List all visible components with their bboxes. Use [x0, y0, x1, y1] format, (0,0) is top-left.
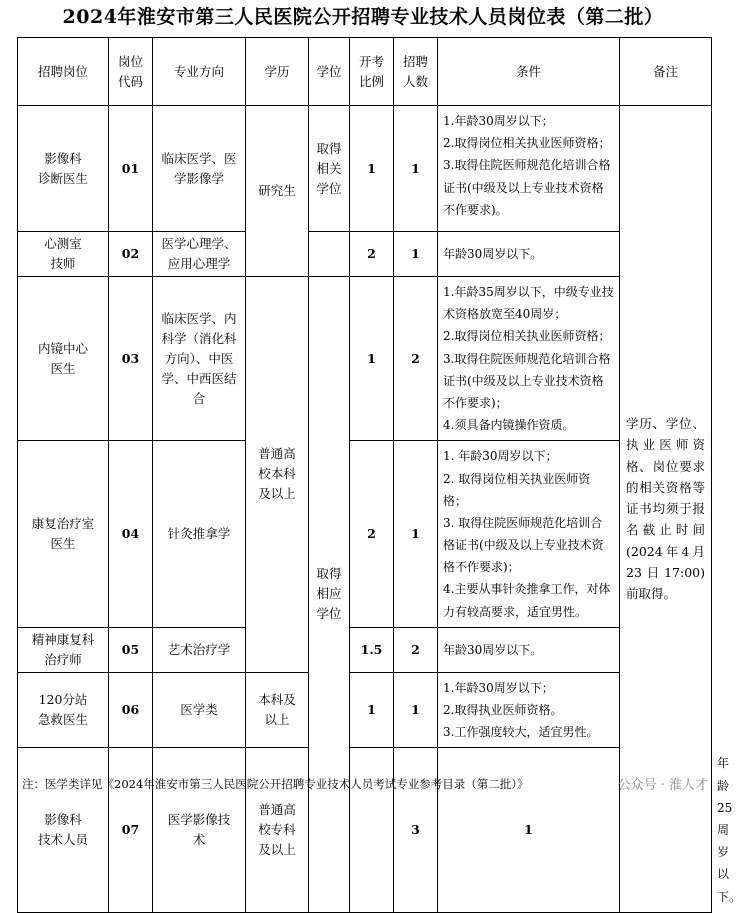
conditions-cell — [438, 627, 620, 672]
table-row — [18, 106, 712, 232]
header-major: 专业方向 — [153, 38, 246, 106]
header-notes: 备注 — [620, 38, 712, 106]
table-row — [18, 627, 712, 672]
table-row — [18, 232, 712, 277]
ratio-cell: 2 — [350, 441, 394, 628]
header-ratio: 开考 比例 — [350, 38, 394, 106]
ratio-cell: 1 — [350, 672, 394, 748]
conditions-text: 1.年龄35周岁以下，中级专业技术资格放宽至40周岁； 2.取得岗位相关执业医师资格； 3.取得住院医师规范化培训合格证书(中级及以上专业技术资格不作要求)； 4.须具备内镜操作资质。 — [443, 285, 614, 433]
conditions-cell — [438, 672, 620, 748]
ratio-cell: 1 — [350, 277, 394, 441]
code-cell: 06 — [109, 672, 153, 748]
header-conditions: 条件 — [438, 38, 620, 106]
notes-cell: 学历、学位、执业医师资格、岗位要求的相关资格等证书均须于报名截止时间(2024年4月23日17:00)前取得。 — [620, 106, 712, 913]
count-cell: 1 — [394, 232, 438, 277]
code-cell: 04 — [109, 441, 153, 628]
code-cell: 07 — [109, 748, 153, 912]
conditions-text: 1.年龄30周岁以下； 2.取得岗位相关执业医师资格； 3.取得住院医师规范化培训合格证书(中级及以上专业技术资格不作要求)。 — [443, 114, 611, 217]
header-code: 岗位 代码 — [109, 38, 153, 106]
conditions-text: 年龄30周岁以下。 — [443, 246, 543, 261]
major-cell: 临床医学、医 学影像学 — [153, 106, 246, 232]
count-cell: 2 — [394, 277, 438, 441]
table-row — [18, 672, 712, 748]
conditions-text: 1. 年龄30周岁以下； 2. 取得岗位相关执业医师资格； 3. 取得住院医师规范化培训合格证书(中级及以上专业技术资格不作要求)； 4.主要从事针灸推拿工作，对体力有较高要求，适宜男性。 — [443, 449, 611, 619]
conditions-cell — [438, 441, 620, 628]
ratio-cell: 2 — [350, 232, 394, 277]
position-cell: 影像科 技术人员 — [18, 748, 109, 912]
count-cell: 2 — [394, 627, 438, 672]
code-cell: 05 — [109, 627, 153, 672]
degree-cell-empty — [350, 748, 394, 912]
footer-note: 注：医学类详见《2024年淮安市第三人民医院公开招聘专业技术人员考试专业参考目录（第二批）》 — [22, 777, 529, 791]
major-cell: 临床医学、内 科学（消化科 方向）、中医 学、中西医结 合 — [153, 277, 246, 441]
ratio-cell: 1 — [350, 106, 394, 232]
education-cell: 普通高 校本科 及以上 — [246, 277, 309, 673]
page-title: 2024年淮安市第三人民医院公开招聘专业技术人员岗位表（第二批） — [62, 6, 664, 28]
major-cell: 医学心理学、 应用心理学 — [153, 232, 246, 277]
count-cell: 1 — [394, 441, 438, 628]
code-cell: 02 — [109, 232, 153, 277]
position-cell: 影像科 诊断医生 — [18, 106, 109, 232]
ratio-cell: 1.5 — [350, 627, 394, 672]
conditions-text: 1.年龄30周岁以下； 2.取得执业医师资格。 3.工作强度较大，适宜男性。 — [443, 680, 599, 740]
major-cell: 医学类 — [153, 672, 246, 748]
code-cell: 03 — [109, 277, 153, 441]
header-degree: 学位 — [309, 38, 350, 106]
conditions-cell — [438, 106, 620, 232]
ratio-cell: 3 — [394, 748, 438, 912]
count-cell: 1 — [394, 106, 438, 232]
header-row — [18, 38, 712, 106]
table-row: 影像科 技术人员 07 医学影像技 术 普通高 校专科 及以上 3 1 年龄25周岁以下。 — [18, 748, 712, 912]
conditions-cell — [438, 232, 620, 277]
count-cell: 1 — [394, 672, 438, 748]
major-cell: 针灸推拿学 — [153, 441, 246, 628]
position-cell: 康复治疗室 医生 — [18, 441, 109, 628]
education-cell: 普通高 校专科 及以上 — [246, 748, 309, 912]
header-education: 学历 — [246, 38, 309, 106]
table-row — [18, 277, 712, 441]
degree-cell: 取得 相关 学位 — [309, 106, 350, 232]
position-cell: 心测室 技师 — [18, 232, 109, 277]
position-cell: 精神康复科 治疗师 — [18, 627, 109, 672]
position-cell: 120分站 急救医生 — [18, 672, 109, 748]
header-position: 招聘岗位 — [18, 38, 109, 106]
major-cell: 艺术治疗学 — [153, 627, 246, 672]
conditions-cell — [438, 277, 620, 441]
conditions-text: 年龄30周岁以下。 — [443, 642, 543, 657]
count-cell: 1 — [438, 748, 620, 912]
education-cell: 研究生 — [246, 106, 309, 277]
degree-cell-empty — [309, 232, 350, 277]
position-cell: 内镜中心 医生 — [18, 277, 109, 441]
header-count: 招聘 人数 — [394, 38, 438, 106]
code-cell: 01 — [109, 106, 153, 232]
major-cell: 医学影像技 术 — [153, 748, 246, 912]
degree-cell: 取得 相应 学位 — [309, 277, 350, 913]
watermark: 公众号 · 淮人才 — [617, 778, 708, 793]
education-cell: 本科及 以上 — [246, 672, 309, 748]
table-row — [18, 441, 712, 628]
